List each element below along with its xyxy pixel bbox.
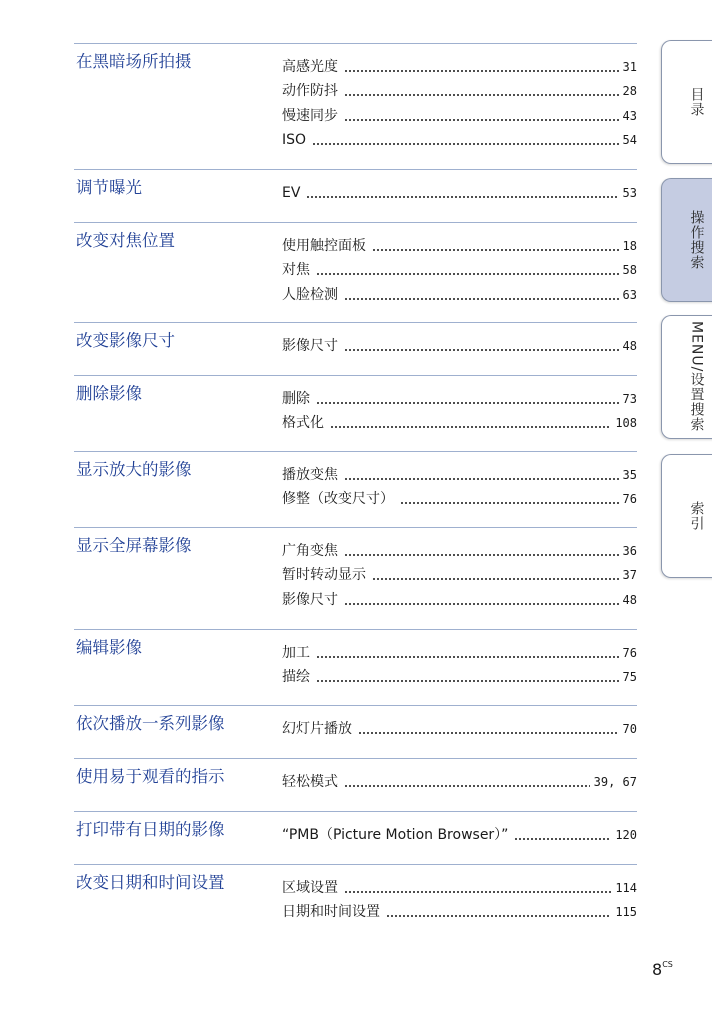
item-label[interactable]: 轻松模式 bbox=[282, 773, 338, 790]
item-list bbox=[282, 460, 637, 509]
category-label: 编辑影像 bbox=[76, 638, 142, 657]
dot-leader bbox=[344, 297, 619, 301]
item-label[interactable]: 描绘 bbox=[282, 669, 310, 686]
item-list bbox=[282, 384, 637, 433]
dot-leader bbox=[316, 401, 619, 405]
item-list bbox=[282, 536, 637, 610]
list-item[interactable] bbox=[282, 126, 637, 151]
dot-leader bbox=[344, 553, 619, 557]
section bbox=[74, 322, 637, 375]
page-number bbox=[652, 960, 673, 979]
item-label[interactable]: 人脸检测 bbox=[282, 286, 338, 303]
page-ref[interactable]: 73 bbox=[622, 391, 637, 406]
category-label: 调节曝光 bbox=[76, 178, 142, 197]
tab-contents[interactable] bbox=[661, 40, 712, 164]
dot-leader bbox=[344, 477, 619, 481]
item-label[interactable]: 动作防抖 bbox=[282, 83, 338, 100]
list-item[interactable] bbox=[282, 767, 637, 792]
dot-leader bbox=[344, 69, 619, 73]
item-label[interactable]: 影像尺寸 bbox=[282, 337, 338, 354]
list-item[interactable] bbox=[282, 663, 637, 688]
dot-leader bbox=[316, 655, 619, 659]
dot-leader bbox=[514, 837, 611, 841]
list-item[interactable] bbox=[282, 460, 637, 485]
item-list bbox=[282, 820, 637, 845]
list-item[interactable] bbox=[282, 561, 637, 586]
page-ref[interactable]: 108 bbox=[615, 416, 637, 431]
page-ref[interactable]: 76 bbox=[622, 492, 637, 507]
dot-leader bbox=[344, 890, 611, 894]
item-label[interactable]: 对焦 bbox=[282, 262, 310, 279]
list-item[interactable] bbox=[282, 820, 637, 845]
page-ref[interactable]: 43 bbox=[622, 108, 637, 123]
section bbox=[74, 43, 637, 169]
list-item[interactable] bbox=[282, 898, 637, 923]
dot-leader bbox=[344, 348, 619, 352]
dot-leader bbox=[316, 272, 619, 276]
section bbox=[74, 705, 637, 758]
list-item[interactable] bbox=[282, 331, 637, 356]
dot-leader bbox=[386, 914, 611, 918]
item-list bbox=[282, 231, 637, 305]
search-table bbox=[74, 43, 637, 925]
item-label[interactable]: “PMB（Picture Motion Browser）” bbox=[282, 826, 509, 843]
item-label[interactable]: 使用触控面板 bbox=[282, 237, 366, 254]
item-label[interactable]: 高感光度 bbox=[282, 58, 338, 75]
item-list bbox=[282, 767, 637, 792]
dot-leader bbox=[344, 602, 619, 606]
page-ref[interactable]: 36 bbox=[622, 543, 637, 558]
page-ref[interactable]: 53 bbox=[622, 185, 637, 200]
list-item[interactable] bbox=[282, 77, 637, 102]
item-label[interactable]: 慢速同步 bbox=[282, 107, 338, 124]
list-item[interactable] bbox=[282, 384, 637, 409]
page-ref[interactable]: 75 bbox=[622, 670, 637, 685]
list-item[interactable] bbox=[282, 52, 637, 77]
list-item[interactable] bbox=[282, 231, 637, 256]
item-label[interactable]: 区域设置 bbox=[282, 879, 338, 896]
category-label: 打印带有日期的影像 bbox=[76, 820, 225, 839]
tab-contents-label: 目录 bbox=[688, 87, 705, 117]
page-ref[interactable]: 76 bbox=[622, 645, 637, 660]
category-label: 删除影像 bbox=[76, 384, 142, 403]
item-label[interactable]: 播放变焦 bbox=[282, 466, 338, 483]
item-list bbox=[282, 178, 637, 203]
section bbox=[74, 811, 637, 864]
page-ref[interactable]: 114 bbox=[615, 880, 637, 895]
page-ref[interactable]: 120 bbox=[615, 827, 637, 842]
dot-leader bbox=[400, 501, 619, 505]
list-item[interactable] bbox=[282, 178, 637, 203]
category-label: 改变日期和时间设置 bbox=[76, 873, 225, 892]
item-list bbox=[282, 638, 637, 687]
list-item[interactable] bbox=[282, 585, 637, 610]
list-item[interactable] bbox=[282, 101, 637, 126]
section bbox=[74, 629, 637, 705]
dot-leader bbox=[358, 731, 619, 735]
dot-leader bbox=[316, 679, 619, 683]
category-label: 在黑暗场所拍摄 bbox=[76, 52, 192, 71]
dot-leader bbox=[344, 93, 619, 97]
page-ref[interactable]: 115 bbox=[615, 905, 637, 920]
dot-leader bbox=[330, 425, 611, 429]
item-label[interactable]: 格式化 bbox=[282, 415, 324, 432]
item-label[interactable]: 日期和时间设置 bbox=[282, 904, 380, 921]
page-ref[interactable]: 35 bbox=[622, 467, 637, 482]
tab-operation-search[interactable] bbox=[661, 178, 712, 302]
dot-leader bbox=[344, 784, 590, 788]
section bbox=[74, 222, 637, 322]
dot-leader bbox=[312, 142, 619, 146]
item-label[interactable]: 幻灯片播放 bbox=[282, 720, 352, 737]
category-label: 改变对焦位置 bbox=[76, 231, 175, 250]
item-list bbox=[282, 52, 637, 150]
section bbox=[74, 375, 637, 451]
category-label: 显示全屏幕影像 bbox=[76, 536, 192, 555]
item-list bbox=[282, 873, 637, 922]
dot-leader bbox=[372, 248, 619, 252]
tab-menu-settings-search-label: MENU/设置搜索 bbox=[688, 321, 705, 433]
page-ref[interactable]: 18 bbox=[622, 238, 637, 253]
page-ref[interactable]: 48 bbox=[622, 338, 637, 353]
page-ref[interactable]: 63 bbox=[622, 287, 637, 302]
item-label[interactable]: 暂时转动显示 bbox=[282, 567, 366, 584]
item-list bbox=[282, 331, 637, 356]
dot-leader bbox=[344, 118, 619, 122]
tab-index[interactable] bbox=[661, 454, 712, 578]
tab-operation-search-label: 操作搜索 bbox=[688, 210, 705, 270]
list-item[interactable] bbox=[282, 409, 637, 434]
category-label: 显示放大的影像 bbox=[76, 460, 192, 479]
page-number-suffix: CS bbox=[662, 960, 673, 969]
item-label[interactable]: 删除 bbox=[282, 390, 310, 407]
tab-index-label: 索引 bbox=[688, 501, 705, 531]
item-label[interactable]: ISO bbox=[282, 132, 307, 149]
dot-leader bbox=[372, 577, 619, 581]
category-label: 依次播放一系列影像 bbox=[76, 714, 225, 733]
page-ref[interactable]: 39, 67 bbox=[593, 774, 637, 789]
page-ref[interactable]: 54 bbox=[622, 133, 637, 148]
item-list bbox=[282, 714, 637, 739]
section bbox=[74, 451, 637, 527]
page-ref[interactable]: 37 bbox=[622, 568, 637, 583]
page-ref[interactable]: 70 bbox=[622, 721, 637, 736]
section bbox=[74, 527, 637, 629]
page-ref[interactable]: 31 bbox=[622, 59, 637, 74]
item-label[interactable]: 修整（改变尺寸） bbox=[282, 491, 394, 508]
section bbox=[74, 758, 637, 811]
section bbox=[74, 864, 637, 925]
list-item[interactable] bbox=[282, 536, 637, 561]
page-ref[interactable]: 48 bbox=[622, 592, 637, 607]
item-label[interactable]: EV bbox=[282, 184, 301, 201]
list-item[interactable] bbox=[282, 714, 637, 739]
tab-menu-settings-search[interactable] bbox=[661, 315, 712, 439]
item-label[interactable]: 广角变焦 bbox=[282, 542, 338, 559]
dot-leader bbox=[306, 195, 618, 199]
list-item[interactable] bbox=[282, 638, 637, 663]
category-label: 改变影像尺寸 bbox=[76, 331, 175, 350]
page-number-value: 8 bbox=[652, 960, 663, 979]
list-item[interactable] bbox=[282, 485, 637, 510]
list-item[interactable] bbox=[282, 873, 637, 898]
page-ref[interactable]: 58 bbox=[622, 263, 637, 278]
list-item[interactable] bbox=[282, 256, 637, 281]
list-item[interactable] bbox=[282, 280, 637, 305]
page-ref[interactable]: 28 bbox=[622, 84, 637, 99]
category-label: 使用易于观看的指示 bbox=[76, 767, 225, 786]
item-label[interactable]: 影像尺寸 bbox=[282, 591, 338, 608]
item-label[interactable]: 加工 bbox=[282, 644, 310, 661]
section bbox=[74, 169, 637, 222]
